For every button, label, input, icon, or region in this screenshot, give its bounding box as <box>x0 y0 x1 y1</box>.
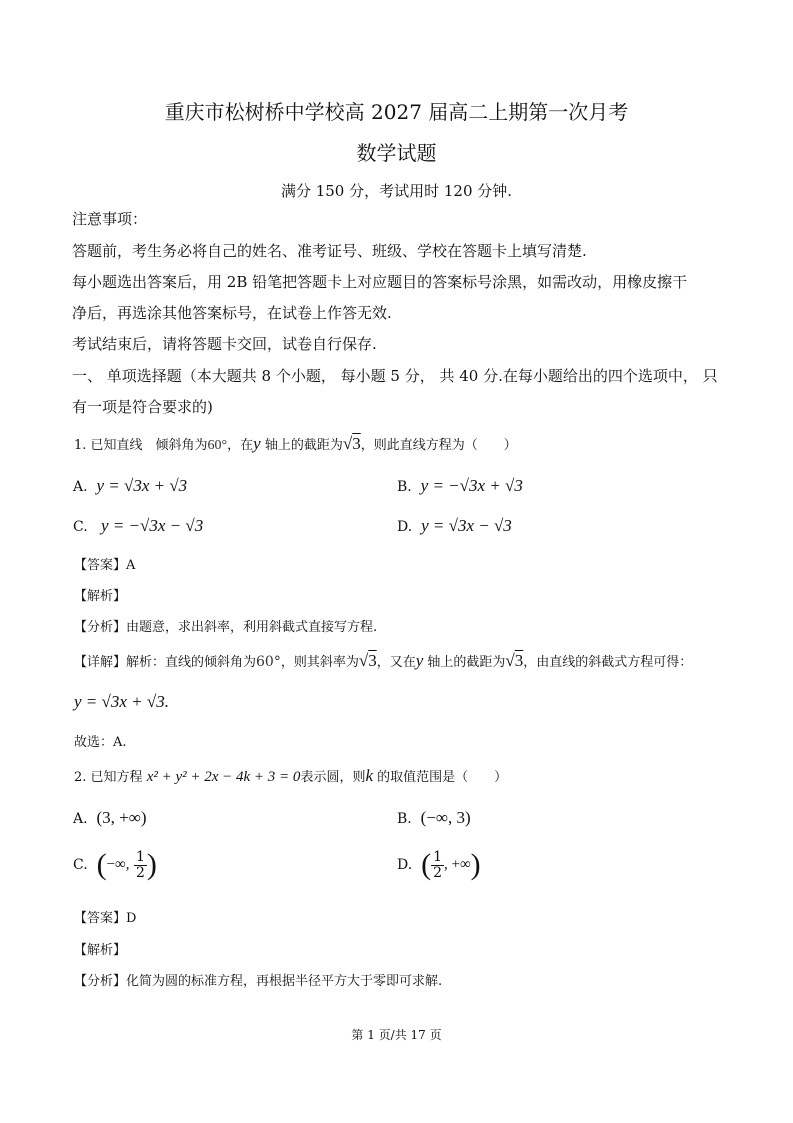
q2-analysis-tag: 【解析】 <box>74 943 127 958</box>
q1-stem-c: 轴上的截距为 <box>260 438 343 453</box>
q2-option-d: D. ( $\frac{1}{2}$ , +∞) <box>397 848 481 881</box>
section-1-heading: 一、 单项选择题（本大题共 8 个小题， 每小题 5 分， 共 40 分.在每小题给出的四个选项中， 只 <box>72 367 718 385</box>
q1-xiangjie-d: 轴上的截距为 <box>423 655 506 670</box>
q1-option-b <box>397 476 523 496</box>
notes-line-1: 答题前，考生务必将自己的姓名、准考证号、班级、学校在答题卡上填写清楚. <box>72 242 587 260</box>
q1-analysis-tag: 【解析】 <box>74 589 127 604</box>
q1-stem-b: ，在 <box>227 438 254 453</box>
q1-stem-d: ，则此直线方程为（ ） <box>360 438 517 453</box>
q1-xiangjie-b: ，则其斜率为 <box>280 655 359 670</box>
q1-xiangjie-a: 【详解】解析：直线的倾斜角为 <box>74 655 257 670</box>
q1-var-y: y <box>253 434 261 453</box>
q1-choose: 故选：A. <box>74 735 127 750</box>
q2-stem <box>74 766 507 786</box>
q1-xiangjie: 【详解】解析：直线的倾斜角为60°，则其斜率为√3，又在y 轴上的截距为√3，由直线的斜截式方程可得： <box>74 651 693 670</box>
q1-xiangjie-angle: 60° <box>256 654 281 670</box>
section-1-heading-cont: 有一项是符合要求的) <box>72 398 213 416</box>
q2-option-c-left: −∞, <box>106 856 130 873</box>
q2-option-b <box>397 808 471 828</box>
q1-angle: 60° <box>207 438 228 453</box>
exam-title: 重庆市松树桥中学校高 2027 届高二上期第一次月考 <box>164 100 629 124</box>
notes-line-2a: 每小题选出答案后，用 2B 铅笔把答题卡上对应题目的答案标号涂黑，如需改动，用橡皮擦干 <box>72 273 688 291</box>
q2-option-c-fraction: $\frac{1}{2}$ <box>135 848 145 881</box>
score-info: 满分 150 分，考试用时 120 分钟. <box>280 182 513 200</box>
q1-xiangjie-y: y <box>415 651 424 670</box>
q2-option-a-text: (3, +∞) <box>96 808 147 827</box>
q1-option-b-text: y = −√3x + √3 <box>420 476 523 495</box>
q1-option-a-label: A. <box>73 479 88 495</box>
q1-option-a <box>73 476 187 496</box>
q1-stem-a: 1. 已知直线 倾斜角为 <box>74 438 208 453</box>
q1-equation-text: y = √3x + √3. <box>74 692 169 711</box>
notes-heading: 注意事项： <box>72 210 148 228</box>
q1-sqrt3: 3 <box>352 434 361 453</box>
notes-line-2b: 净后，再选涂其他答案标号，在试卷上作答无效. <box>72 304 392 322</box>
q2-option-b-text: (−∞, 3) <box>420 808 471 827</box>
q2-stem-c: 的取值范围是（ ） <box>373 770 508 785</box>
q1-option-d-text: y = √3x − √3 <box>421 516 512 535</box>
page-footer: 第 1 页/共 17 页 <box>351 1028 442 1042</box>
q1-option-d <box>397 516 512 536</box>
q2-option-d-right: , +∞ <box>444 856 471 873</box>
q2-stem-a: 2. 已知方程 <box>74 770 143 785</box>
q1-xiangjie-e: ，由直线的斜截式方程可得： <box>523 655 693 670</box>
q1-xiangjie-sqrt3-b: 3 <box>514 651 524 670</box>
q2-var-k: k <box>365 766 373 785</box>
q2-option-c-label: C. <box>73 857 88 873</box>
q2-option-d-label: D. <box>397 857 413 873</box>
notes-line-3: 考试结束后，请将答题卡交回，试卷自行保存. <box>72 335 377 353</box>
q1-option-a-text: y = √3x + √3 <box>96 476 188 495</box>
q2-fenxi: 【分析】化简为圆的标准方程，再根据半径平方大于零即可求解. <box>74 974 443 989</box>
q1-option-c-text: y = −√3x − √3 <box>101 516 204 535</box>
q1-option-b-label: B. <box>397 479 412 495</box>
q1-xiangjie-c: ，又在 <box>376 655 416 670</box>
q2-answer: 【答案】D <box>74 911 137 926</box>
q2-option-b-label: B. <box>397 811 412 827</box>
q2-stem-b: 表示圆，则 <box>300 770 366 785</box>
q1-fenxi: 【分析】由题意，求出斜率，利用斜截式直接写方程. <box>74 620 378 635</box>
q2-option-a-label: A. <box>73 811 88 827</box>
q1-option-c <box>73 516 203 536</box>
q2-option-a <box>73 808 147 828</box>
q1-option-c-label: C. <box>73 519 88 535</box>
q2-option-c: C. (−∞, $\frac{1}{2}$ ) <box>73 848 157 881</box>
q1-equation <box>74 692 169 712</box>
q1-stem: 1. 已知直线 倾斜角为60°，在y 轴上的截距为√3，则此直线方程为（ ） <box>74 434 517 453</box>
exam-subtitle: 数学试题 <box>356 141 437 165</box>
q2-equation: x² + y² + 2x − 4k + 3 = 0 <box>146 769 301 785</box>
q1-xiangjie-sqrt3-a: 3 <box>368 651 377 670</box>
q1-option-d-label: D. <box>397 519 413 535</box>
q1-answer: 【答案】A <box>74 558 136 573</box>
q2-option-d-fraction: $\frac{1}{2}$ <box>433 848 443 881</box>
